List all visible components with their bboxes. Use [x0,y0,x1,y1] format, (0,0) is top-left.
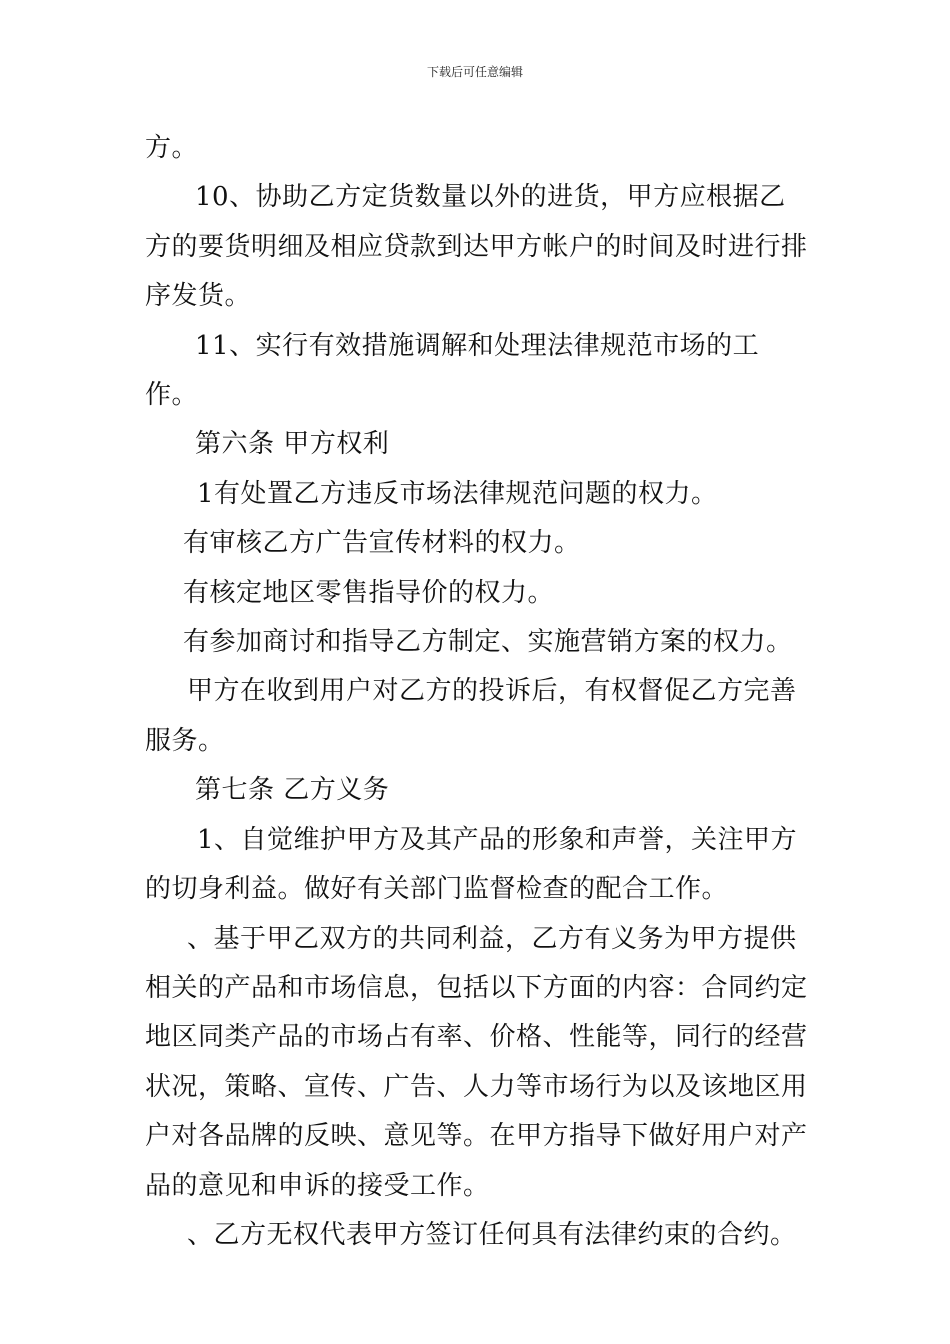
paragraph-right-2: 有审核乙方广告宣传材料的权力。 [183,528,581,559]
paragraph-right-1: 1有处置乙方违反市场法律规范问题的权力。 [197,478,718,509]
paragraph-item-10: 10、协助乙方定货数量以外的进货，甲方应根据乙方的要货明细及相应贷款到达甲方帐户的时间及时进行排序发货。 [145,182,808,312]
paragraph-continuation: 方。 [145,133,199,163]
paragraph-duty-2: 、基于甲乙双方的共同利益，乙方有义务为甲方提供相关的产品和市场信息，包括以下方面的内容：合同约定地区同类产品的市场占有率、价格、性能等，同行的经营状况，策略、宣传、广告、人力等市场行为以及该地区用户对各品牌的反映、意见等。在甲方指导下做好用户对产品的意见和申诉的接受工作。 [145,923,808,1201]
paragraph-right-3: 有核定地区零售指导价的权力。 [183,577,555,608]
document-body [145,124,810,1260]
paragraph-right-5: 甲方在收到用户对乙方的投诉后，有权督促乙方完善服务。 [145,676,797,756]
paragraph-item-11: 11、实行有效措施调解和处理法律规范市场的工作。 [145,330,760,411]
paragraph-duty-3: 、乙方无权代表甲方签订任何具有法律约束的合约。 [187,1219,797,1250]
paragraph-right-4: 有参加商讨和指导乙方制定、实施营销方案的权力。 [183,627,793,658]
page-header: 下载后可任意编辑 [426,65,523,79]
section-heading-article-7: 第七条 乙方义务 [195,775,390,806]
section-heading-article-6: 第六条 甲方权利 [195,429,390,460]
paragraph-duty-1: 1、自觉维护甲方及其产品的形象和声誉，关注甲方的切身利益。做好有关部门监督检查的配合工作。 [145,824,798,905]
